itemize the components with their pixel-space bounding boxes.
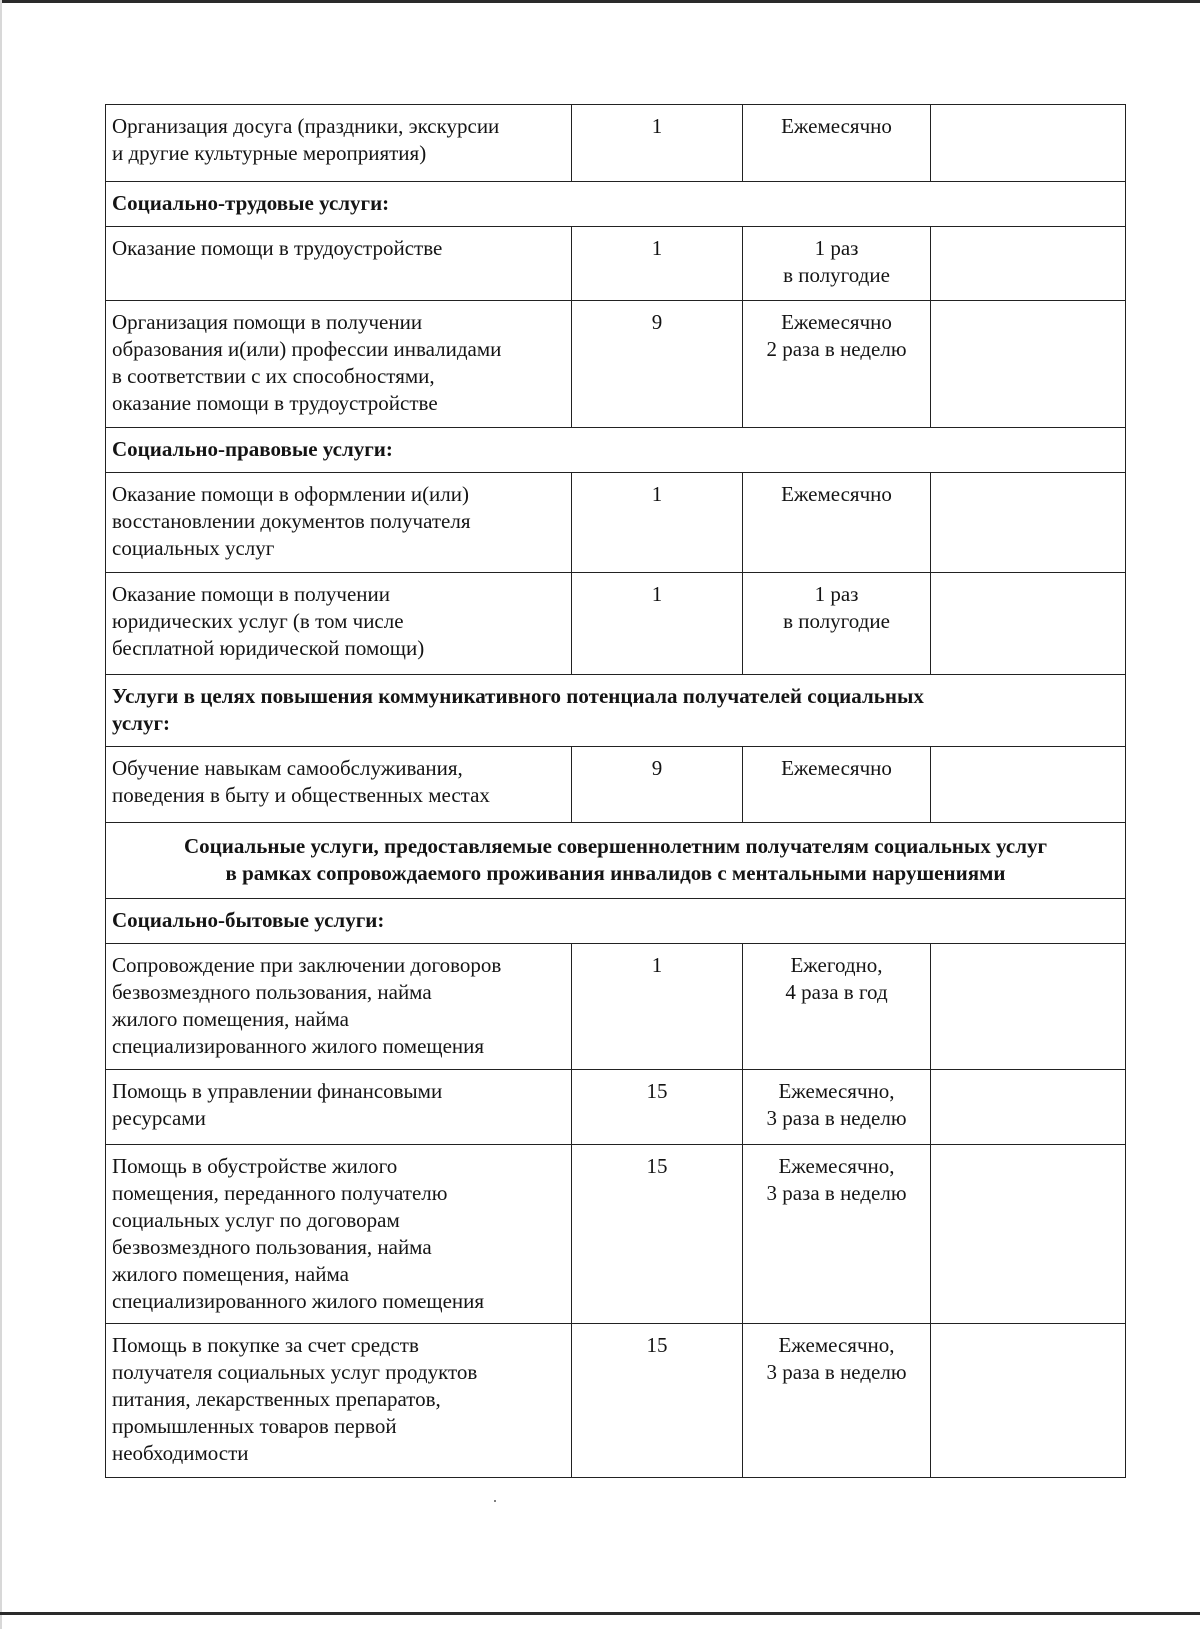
frequency-line: Ежегодно, <box>790 953 883 977</box>
quantity-cell: 1 <box>572 227 743 301</box>
frequency-line: Ежемесячно <box>781 114 892 138</box>
section-title <box>106 675 1126 747</box>
frequency-cell <box>743 1145 931 1324</box>
section-title-line: Услуги в целях повышения коммуникативного потенциала получателей социальных <box>112 684 924 708</box>
empty-cell <box>931 227 1126 301</box>
services-table-body <box>106 105 1126 1478</box>
scan-edge-top <box>0 0 1200 3</box>
section-title-line: в рамках сопровождаемого проживания инвалидов с ментальными нарушениями <box>225 861 1006 885</box>
service-name-cell <box>106 573 572 675</box>
service-name-line: Обучение навыкам самообслуживания, <box>112 756 463 780</box>
service-name-line: жилого помещения, найма <box>112 1007 349 1031</box>
frequency-line: Ежемесячно <box>781 482 892 506</box>
service-name-line: Оказание помощи в получении <box>112 582 391 606</box>
service-name-cell <box>106 1145 572 1324</box>
scan-speck <box>494 1500 496 1502</box>
frequency-line: в полугодие <box>783 609 890 633</box>
section-title <box>106 182 1126 227</box>
empty-cell <box>931 105 1126 182</box>
frequency-cell <box>743 1324 931 1478</box>
section-title <box>106 899 1126 944</box>
empty-cell <box>931 301 1126 428</box>
frequency-line: 1 раз <box>814 236 859 260</box>
empty-cell <box>931 1324 1126 1478</box>
frequency-line: 3 раза в неделю <box>766 1360 907 1384</box>
service-name-line: питания, лекарственных препаратов, <box>112 1387 441 1411</box>
service-name-line: Помощь в обустройстве жилого <box>112 1154 398 1178</box>
service-name-line: жилого помещения, найма <box>112 1262 349 1286</box>
frequency-line: в полугодие <box>783 263 890 287</box>
service-name-line: восстановлении документов получателя <box>112 509 471 533</box>
frequency-line: Ежемесячно <box>781 756 892 780</box>
service-name-line: ресурсами <box>112 1106 206 1130</box>
quantity-cell: 15 <box>572 1324 743 1478</box>
service-name-line: промышленных товаров первой <box>112 1414 397 1438</box>
service-name-line: Помощь в управлении финансовыми <box>112 1079 443 1103</box>
quantity-cell: 15 <box>572 1070 743 1145</box>
service-name-line: необходимости <box>112 1441 249 1465</box>
frequency-line: 3 раза в неделю <box>766 1181 907 1205</box>
section-title <box>106 428 1126 473</box>
quantity-cell: 1 <box>572 573 743 675</box>
table-row <box>106 944 1126 1070</box>
service-name-line: специализированного жилого помещения <box>112 1289 485 1313</box>
service-name-line: социальных услуг <box>112 536 275 560</box>
table-row <box>106 473 1126 573</box>
service-name-line: и другие культурные мероприятия) <box>112 141 427 165</box>
quantity-cell: 1 <box>572 944 743 1070</box>
frequency-line: Ежемесячно, <box>778 1079 895 1103</box>
service-name-line: Организация досуга (праздники, экскурсии <box>112 114 500 138</box>
service-name-line: Оказание помощи в оформлении и(или) <box>112 482 470 506</box>
table-row <box>106 1145 1126 1324</box>
service-name-cell <box>106 1324 572 1478</box>
service-name-line: безвозмездного пользования, найма <box>112 980 432 1004</box>
frequency-cell <box>743 1070 931 1145</box>
service-name-cell <box>106 473 572 573</box>
table-row <box>106 301 1126 428</box>
table-row <box>106 1324 1126 1478</box>
section-title-line: Социально-трудовые услуги: <box>112 191 390 215</box>
section-title-line: Социально-бытовые услуги: <box>112 908 385 932</box>
service-name-cell <box>106 747 572 823</box>
service-name-line: в соответствии с их способностями, <box>112 364 435 388</box>
quantity-cell: 9 <box>572 747 743 823</box>
empty-cell <box>931 747 1126 823</box>
table-row <box>106 1070 1126 1145</box>
section-header-row <box>106 899 1126 944</box>
table-row <box>106 747 1126 823</box>
quantity-cell: 15 <box>572 1145 743 1324</box>
service-name-line: получателя социальных услуг продуктов <box>112 1360 478 1384</box>
frequency-line: Ежемесячно, <box>778 1154 895 1178</box>
service-name-line: оказание помощи в трудоустройстве <box>112 391 438 415</box>
frequency-cell <box>743 944 931 1070</box>
service-name-line: безвозмездного пользования, найма <box>112 1235 432 1259</box>
service-name-line: поведения в быту и общественных местах <box>112 783 490 807</box>
quantity-cell: 1 <box>572 105 743 182</box>
frequency-line: 3 раза в неделю <box>766 1106 907 1130</box>
service-name-line: специализированного жилого помещения <box>112 1034 485 1058</box>
empty-cell <box>931 1145 1126 1324</box>
frequency-line: Ежемесячно, <box>778 1333 895 1357</box>
section-header-row <box>106 675 1126 747</box>
section-header-row <box>106 428 1126 473</box>
scan-edge-left <box>0 0 2 1629</box>
empty-cell <box>931 1070 1126 1145</box>
service-name-line: помещения, переданного получателю <box>112 1181 448 1205</box>
frequency-cell <box>743 473 931 573</box>
quantity-cell: 9 <box>572 301 743 428</box>
frequency-line: Ежемесячно <box>781 310 892 334</box>
table-row <box>106 227 1126 301</box>
service-name-cell <box>106 105 572 182</box>
service-name-line: юридических услуг (в том числе <box>112 609 404 633</box>
section-header-row <box>106 182 1126 227</box>
section-title-line: услуг: <box>112 711 170 735</box>
service-name-line: Оказание помощи в трудоустройстве <box>112 236 443 260</box>
service-name-cell <box>106 1070 572 1145</box>
frequency-line: 4 раза в год <box>785 980 888 1004</box>
empty-cell <box>931 944 1126 1070</box>
service-name-cell <box>106 944 572 1070</box>
frequency-cell <box>743 105 931 182</box>
frequency-cell <box>743 301 931 428</box>
scan-edge-bottom <box>0 1612 1200 1615</box>
service-name-line: образования и(или) профессии инвалидами <box>112 337 502 361</box>
frequency-cell <box>743 227 931 301</box>
table-row <box>106 573 1126 675</box>
service-name-cell <box>106 301 572 428</box>
services-table <box>105 104 1126 1478</box>
frequency-line: 1 раз <box>814 582 859 606</box>
service-name-cell <box>106 227 572 301</box>
section-title-line: Социально-правовые услуги: <box>112 437 393 461</box>
empty-cell <box>931 573 1126 675</box>
empty-cell <box>931 473 1126 573</box>
section-header-row <box>106 823 1126 899</box>
frequency-line: 2 раза в неделю <box>766 337 907 361</box>
service-name-line: Организация помощи в получении <box>112 310 423 334</box>
table-row <box>106 105 1126 182</box>
service-name-line: Сопровождение при заключении договоров <box>112 953 502 977</box>
service-name-line: бесплатной юридической помощи) <box>112 636 425 660</box>
service-name-line: Помощь в покупке за счет средств <box>112 1333 419 1357</box>
quantity-cell: 1 <box>572 473 743 573</box>
section-title-line: Социальные услуги, предоставляемые совершеннолетним получателям социальных услуг <box>183 834 1048 858</box>
section-title <box>106 823 1126 899</box>
frequency-cell <box>743 573 931 675</box>
frequency-cell <box>743 747 931 823</box>
service-name-line: социальных услуг по договорам <box>112 1208 400 1232</box>
